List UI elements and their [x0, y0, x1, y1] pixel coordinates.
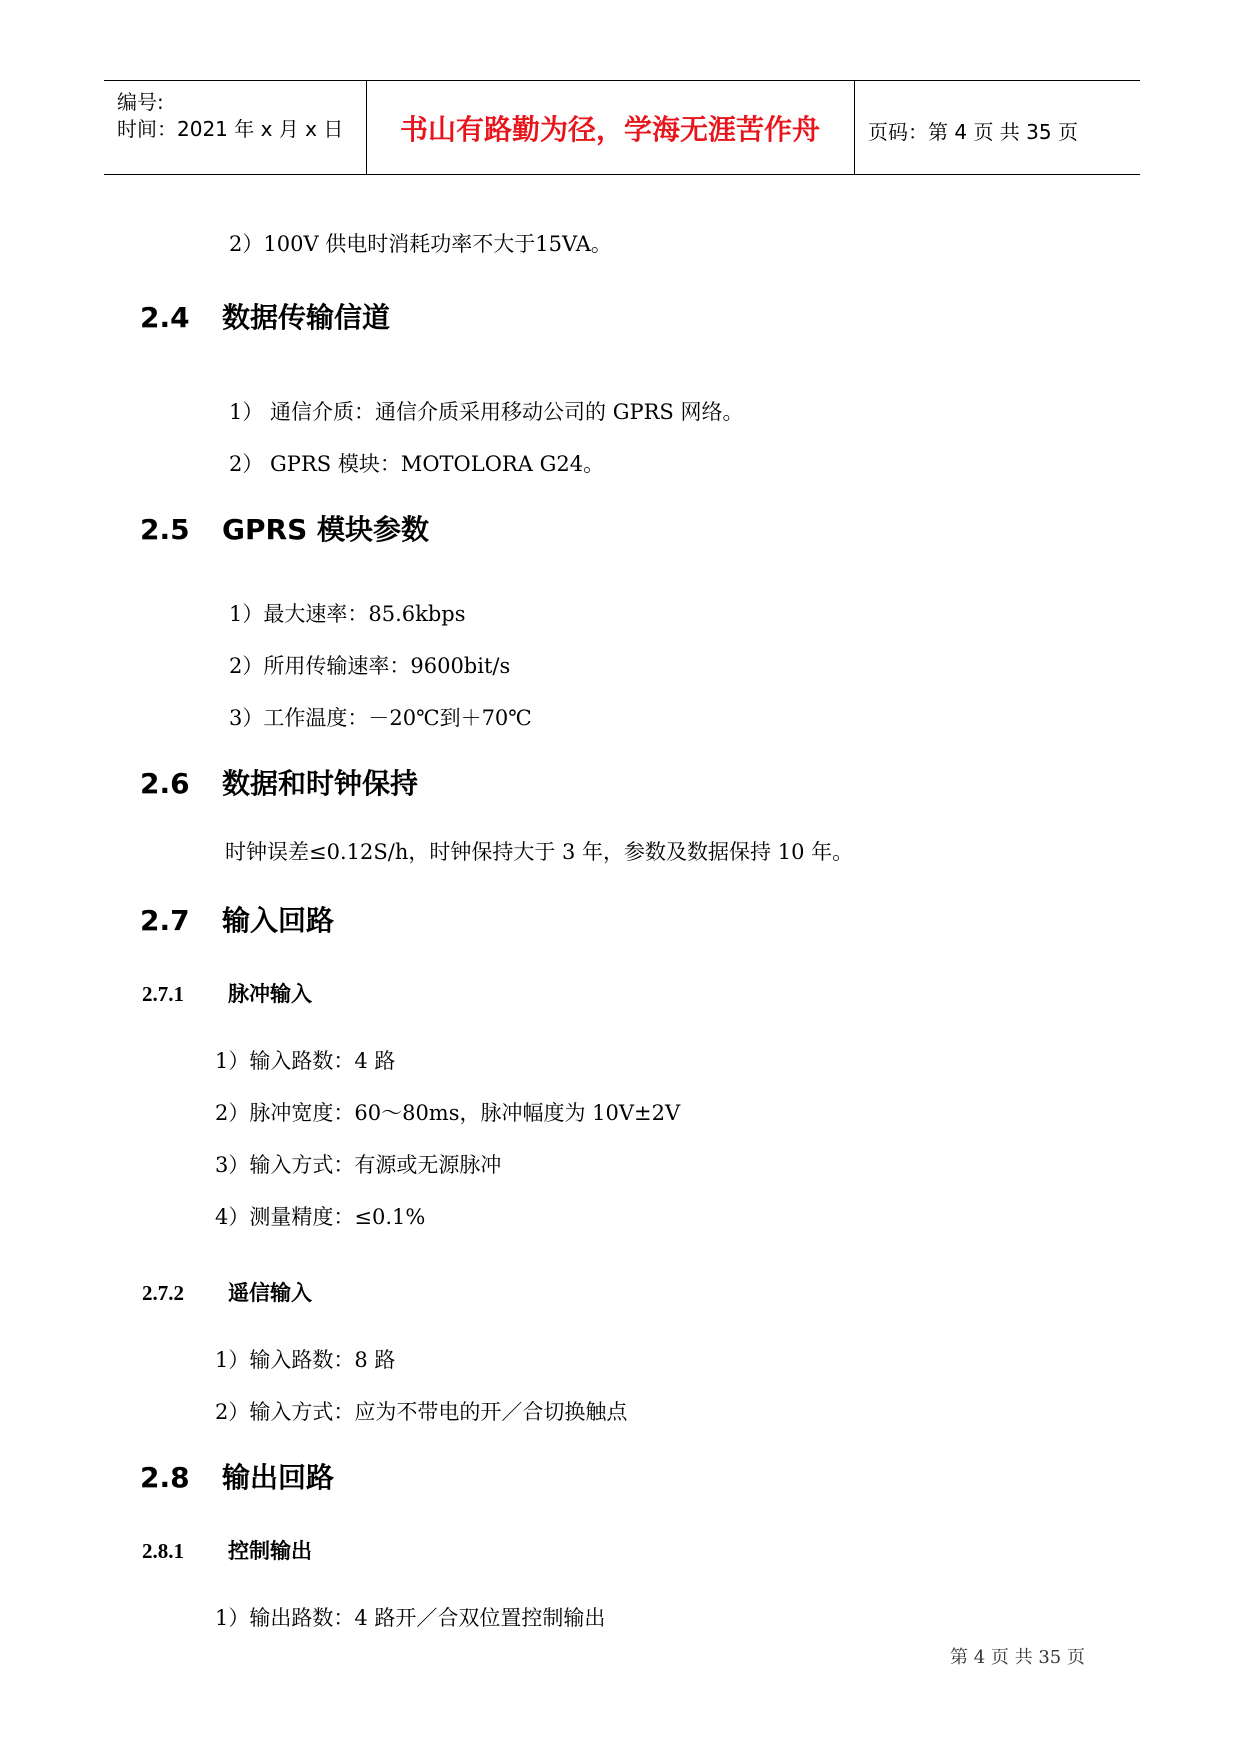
paragraph: 时钟误差≤0.12S/h，时钟保持大于 3 年，参数及数据保持 10 年。 — [225, 840, 854, 864]
section-heading: 2.4 数据传输信道 — [140, 301, 391, 334]
list-item: 2）输入方式：应为不带电的开／合切换触点 — [215, 1400, 628, 1424]
header-bottom-rule — [104, 174, 1140, 175]
list-item: 2）脉冲宽度：60～80ms，脉冲幅度为 10V±2V — [215, 1101, 681, 1125]
list-item: 1）输入路数：8 路 — [215, 1348, 396, 1372]
list-item: 3）工作温度：－20℃到＋70℃ — [229, 706, 532, 730]
power-paragraph: 2）100V 供电时消耗功率不大于15VA。 — [229, 232, 612, 256]
header-motto: 书山有路勤为径，学海无涯苦作舟 — [399, 113, 820, 146]
section-heading: 2.8 输出回路 — [140, 1461, 335, 1494]
header-divider-right — [854, 81, 855, 175]
list-item: 1）输出路数：4 路开／合双位置控制输出 — [215, 1606, 606, 1630]
list-item: 1） 通信介质：通信介质采用移动公司的 GPRS 网络。 — [229, 400, 744, 424]
list-item: 2）所用传输速率：9600bit/s — [229, 654, 511, 678]
date-label: 时间：2021 年 x 月 x 日 — [117, 117, 344, 141]
list-item: 1）输入路数：4 路 — [215, 1049, 396, 1073]
page-indicator: 页码：第 4 页 共 35 页 — [868, 120, 1078, 144]
subsection-heading: 2.8.1 控制输出 — [142, 1539, 312, 1563]
doc-number-label: 编号: — [117, 90, 164, 114]
subsection-heading: 2.7.1 脉冲输入 — [142, 982, 312, 1006]
list-item: 3）输入方式：有源或无源脉冲 — [215, 1153, 502, 1177]
section-heading: 2.7 输入回路 — [140, 904, 335, 937]
list-item: 1）最大速率：85.6kbps — [229, 602, 466, 626]
list-item: 4）测量精度：≤0.1% — [215, 1205, 426, 1229]
list-item: 2） GPRS 模块：MOTOLORA G24。 — [229, 452, 605, 476]
section-heading: 2.5 GPRS 模块参数 — [140, 513, 429, 546]
subsection-heading: 2.7.2 遥信输入 — [142, 1281, 312, 1305]
section-heading: 2.6 数据和时钟保持 — [140, 767, 419, 800]
page-footer: 第 4 页 共 35 页 — [950, 1647, 1085, 1668]
header-top-rule — [104, 80, 1140, 81]
